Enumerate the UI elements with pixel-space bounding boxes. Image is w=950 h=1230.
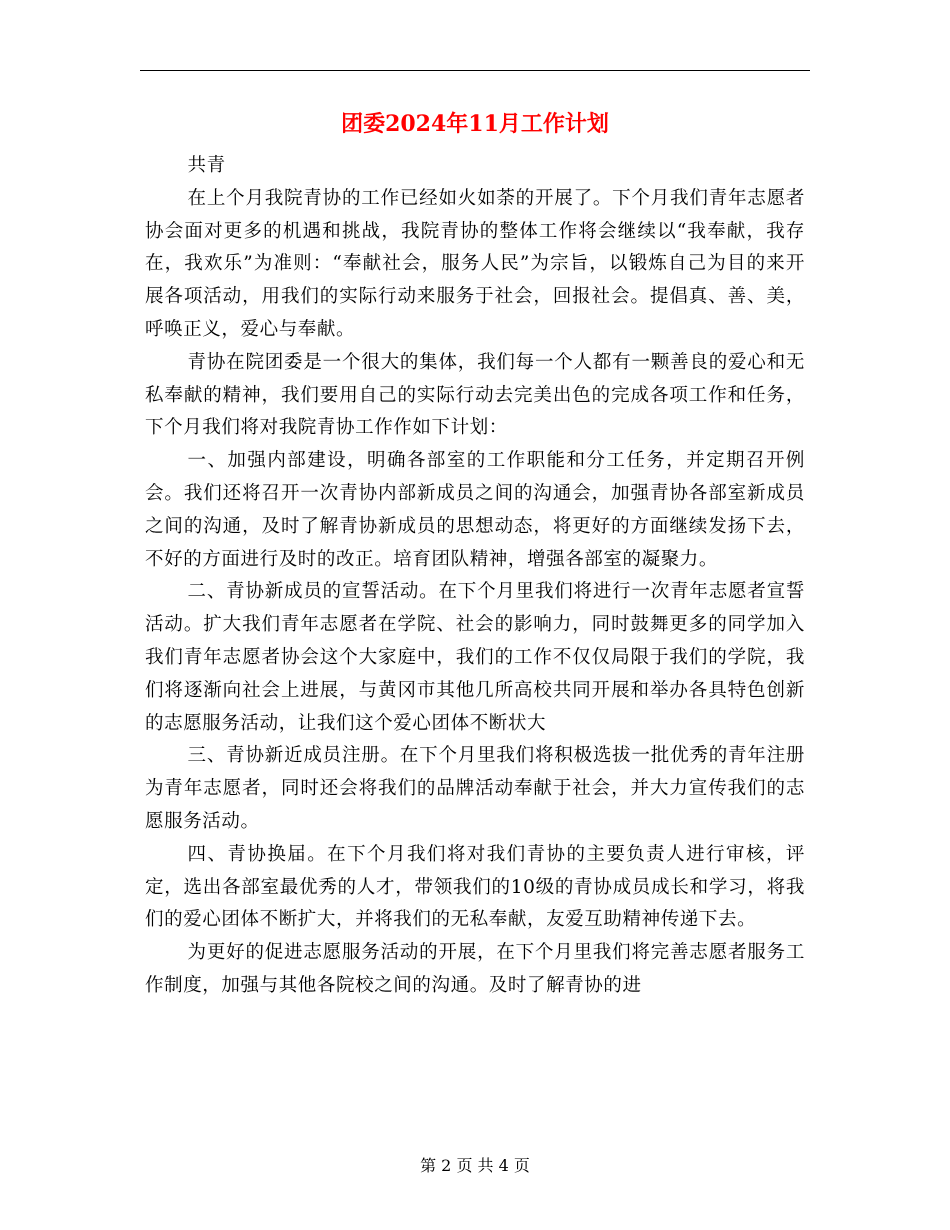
page-number-label: 第 2 页 共 4 页: [420, 1156, 530, 1175]
document-title: 团委2024年11月工作计划: [341, 111, 609, 137]
paragraph-collective: 青协在院团委是一个很大的集体，我们每一个人都有一颗善良的爱心和无私奉献的精神，我们要用自己的实际行动去完美出色的完成各项工作和任务，下个月我们将对我院青协工作作如下计划：: [145, 351, 805, 439]
document-body: [145, 150, 805, 1003]
paragraph-closing: 为更好的促进志愿服务活动的开展，在下个月里我们将完善志愿者服务工作制度，加强与其他各院校之间的沟通。及时了解青协的进: [145, 942, 805, 996]
paragraph-plan-4: 四、青协换届。在下个月我们将对我们青协的主要负责人进行审核，评定，选出各部室最优秀的人才，带领我们的10级的青协成员成长和学习，将我们的爱心团体不断扩大，并将我们的无私奉献，友爱互助精神传递下去。: [145, 843, 805, 931]
paragraph-plan-3: 三、青协新近成员注册。在下个月里我们将积极选拔一批优秀的青年注册为青年志愿者，同时还会将我们的品牌活动奉献于社会，并大力宣传我们的志愿服务活动。: [145, 745, 805, 832]
paragraph-intro: 在上个月我院青协的工作已经如火如荼的开展了。下个月我们青年志愿者协会面对更多的机遇和挑战，我院青协的整体工作将会继续以“我奉献，我存在，我欢乐”为准则：“奉献社会，服务人民”为宗旨，以锻炼自己为目的来开展各项活动，用我们的实际行动来服务于社会，回报社会。提倡真、善、美，呼唤正义，爱心与奉献。: [145, 187, 805, 340]
paragraph-salutation: 共青: [187, 155, 226, 176]
paragraph-plan-2: 二、青协新成员的宣誓活动。在下个月里我们将进行一次青年志愿者宣誓活动。扩大我们青年志愿者在学院、社会的影响力，同时鼓舞更多的同学加入我们青年志愿者协会这个大家庭中，我们的工作不仅仅局限于我们的学院，我们将逐渐向社会上进展，与黄冈市其他几所高校共同开展和举办各具特色创新的志愿服务活动，让我们这个爱心团体不断状大: [145, 581, 805, 734]
header-rule: [140, 70, 810, 71]
paragraph-plan-1: 一、加强内部建设，明确各部室的工作职能和分工任务，并定期召开例会。我们还将召开一次青协内部新成员之间的沟通会，加强青协各部室新成员之间的沟通，及时了解青协新成员的思想动态，将更好的方面继续发扬下去，不好的方面进行及时的改正。培育团队精神，增强各部室的凝聚力。: [145, 450, 805, 570]
page-footer: [0, 1155, 950, 1177]
